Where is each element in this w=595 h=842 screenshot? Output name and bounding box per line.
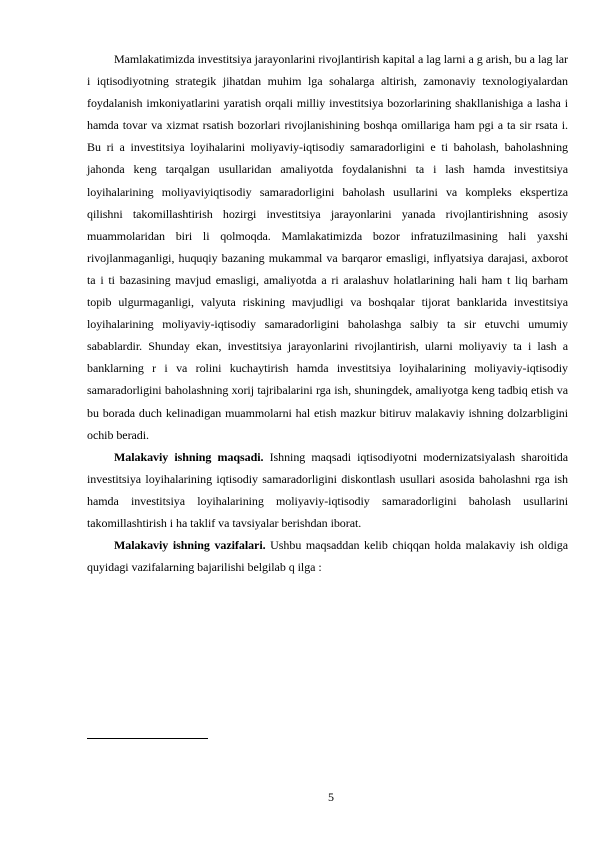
intro-paragraph [87,48,568,446]
body-text [87,48,568,578]
tasks-text: Ushbu maqsaddan kelib chiqqan holda malakaviy ish oldiga quyidagi vazifalarning bajarilishi belgilab q ilga : [87,538,568,575]
goal-paragraph [87,446,568,534]
paragraph-text: Mamlakatimizda investitsiya jarayonlarini rivojlantirish kapital a lag larni a g arish, bu a lag lar i iqtisodiyotning strategik jihatdan muhim lga sohalarga altirish, zamonaviy texnologiyalardan foydalanish imkoniyatlarini yaratish orqali milliy investitsiya bozorlarining shakllanishiga a lasha i hamda tovar va xizmat rsatish bozorlari rivojlanishining boshqa omillariga ham pgi a ta sir rsata i. Bu ri a investitsiya loyihalarini moliyaviy-iqtisodiy samaradorligini e ti baholash, baholashning jahonda keng tarqalgan usullaridan amaliyotda foydalanishni ta i lash hamda investitsiya loyihalarining moliyaviyiqtisodiy samaradorligini baholash usullarini va kompleks ekspertiza qilishni takomillashtirish hozirgi investitsiya jarayonlarini yanada rivojlantirishning asosiy muammolaridan biri li qolmoqda. Mamlakatimizda bozor infratuzilmasining hali yaxshi rivojlanmaganligi, huquqiy bazaning mukammal va barqaror emasligi, inflyatsiya darajasi, axborot ta i ti bazasining mavjud emasligi, amaliyotda a ri aralashuv holatlarining hali ham t liq barham topib ulgurmaganligi, valyuta riskining mavjudligi va boshqalar tijorat banklarida investitsiya loyihalarining moliyaviy-iqtisodiy samaradorligini baholashga salbiy ta sir etuvchi umumiy sabablardir. Shunday ekan, investitsiya jarayonlarini rivojlantirish, ularni moliyaviy ta i lash a banklarning r i va rolini kuchaytirish hamda investitsiya loyihalarining moliyaviy-iqtisodiy samaradorligini baholashning xorij tajribalarini rga ish, shuningdek, amaliyotga keng tadbiq etish va bu borada duch kelinadigan muammolarni hal etish mazkur bitiruv malakaviy ishning dolzarbligini ochib beradi. [87,52,568,442]
goal-heading: Malakaviy ishning maqsadi. [114,449,264,464]
page-number: 5 [328,790,334,804]
tasks-heading: Malakaviy ishning vazifalari. [114,538,266,553]
goal-text: Ishning maqsadi iqtisodiyotni modernizatsiyalash sharoitida investitsiya loyihalarining iqtisodiy samaradorligini diskontlash usullari asosida baholashni rga ish hamda investitsiya loyihalarining moliyaviy-iqtisodiy samaradorligini baholash usullarini takomillashtirish i ha taklif va tavsiyalar berishdan iborat. [87,449,569,530]
footnote-separator [87,738,208,739]
tasks-paragraph [87,534,568,578]
